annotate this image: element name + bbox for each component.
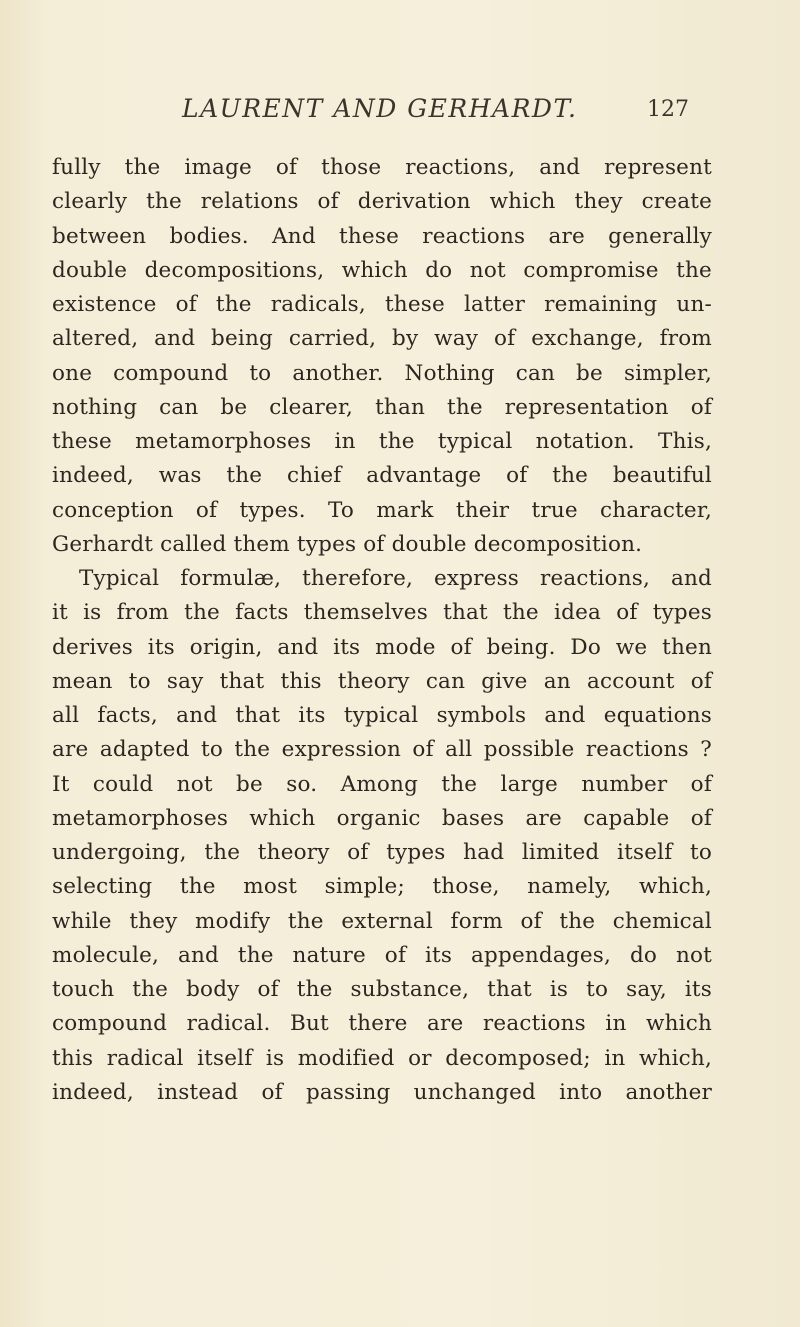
text-line: altered, and being carried, by way of exchange, from [52,326,712,352]
text-line: It could not be so. Among the large number of [52,771,712,797]
text-line: one compound to another. Nothing can be simpler, [52,360,712,386]
text-line: compound radical. But there are reactions in which [52,1011,712,1037]
text-line: touch the body of the substance, that is to say, its [52,977,712,1002]
text-line: Gerhardt called them types of double decomposition. [52,531,643,557]
text-line: molecule, and the nature of its appendages, do not [52,942,712,968]
text-line: derives its origin, and its mode of being. Do we then [52,634,712,660]
text-line: are adapted to the expression of all possible reactions ? [52,737,712,763]
text-line: clearly the relations of derivation which they create [52,189,712,215]
paragraph-start-line: Typical formulæ, therefore, express reactions, and [79,566,712,591]
text-line: this radical itself is modified or decomposed; in which, [52,1045,712,1071]
text-line: fully the image of those reactions, and represent [52,155,712,180]
text-line: undergoing, the theory of types had limited itself to [52,840,712,865]
text-line: double decompositions, which do not compromise the [52,257,712,283]
page-number: 127 [647,97,689,122]
text-line: between bodies. And these reactions are generally [52,223,712,249]
running-title: LAURENT AND GERHARDT. [182,94,578,123]
text-line: all facts, and that its typical symbols and equations [52,703,712,728]
text-line: while they modify the external form of the chemical [52,908,712,934]
text-line: selecting the most simple; those, namely, which, [52,874,712,900]
text-line: indeed, instead of passing unchanged into another [52,1079,712,1105]
text-line: mean to say that this theory can give an account of [52,668,712,694]
text-line: conception of types. To mark their true character, [52,497,712,523]
page-header [0,94,800,134]
text-line: these metamorphoses in the typical notation. This, [52,429,712,454]
text-line: indeed, was the chief advantage of the beautiful [52,463,712,489]
text-line: nothing can be clearer, than the representation of [52,394,712,420]
text-line: it is from the facts themselves that the idea of types [52,600,712,626]
body-text [52,151,712,1110]
text-line: metamorphoses which organic bases are capable of [52,805,712,831]
text-line: existence of the radicals, these latter remaining un- [52,292,712,317]
